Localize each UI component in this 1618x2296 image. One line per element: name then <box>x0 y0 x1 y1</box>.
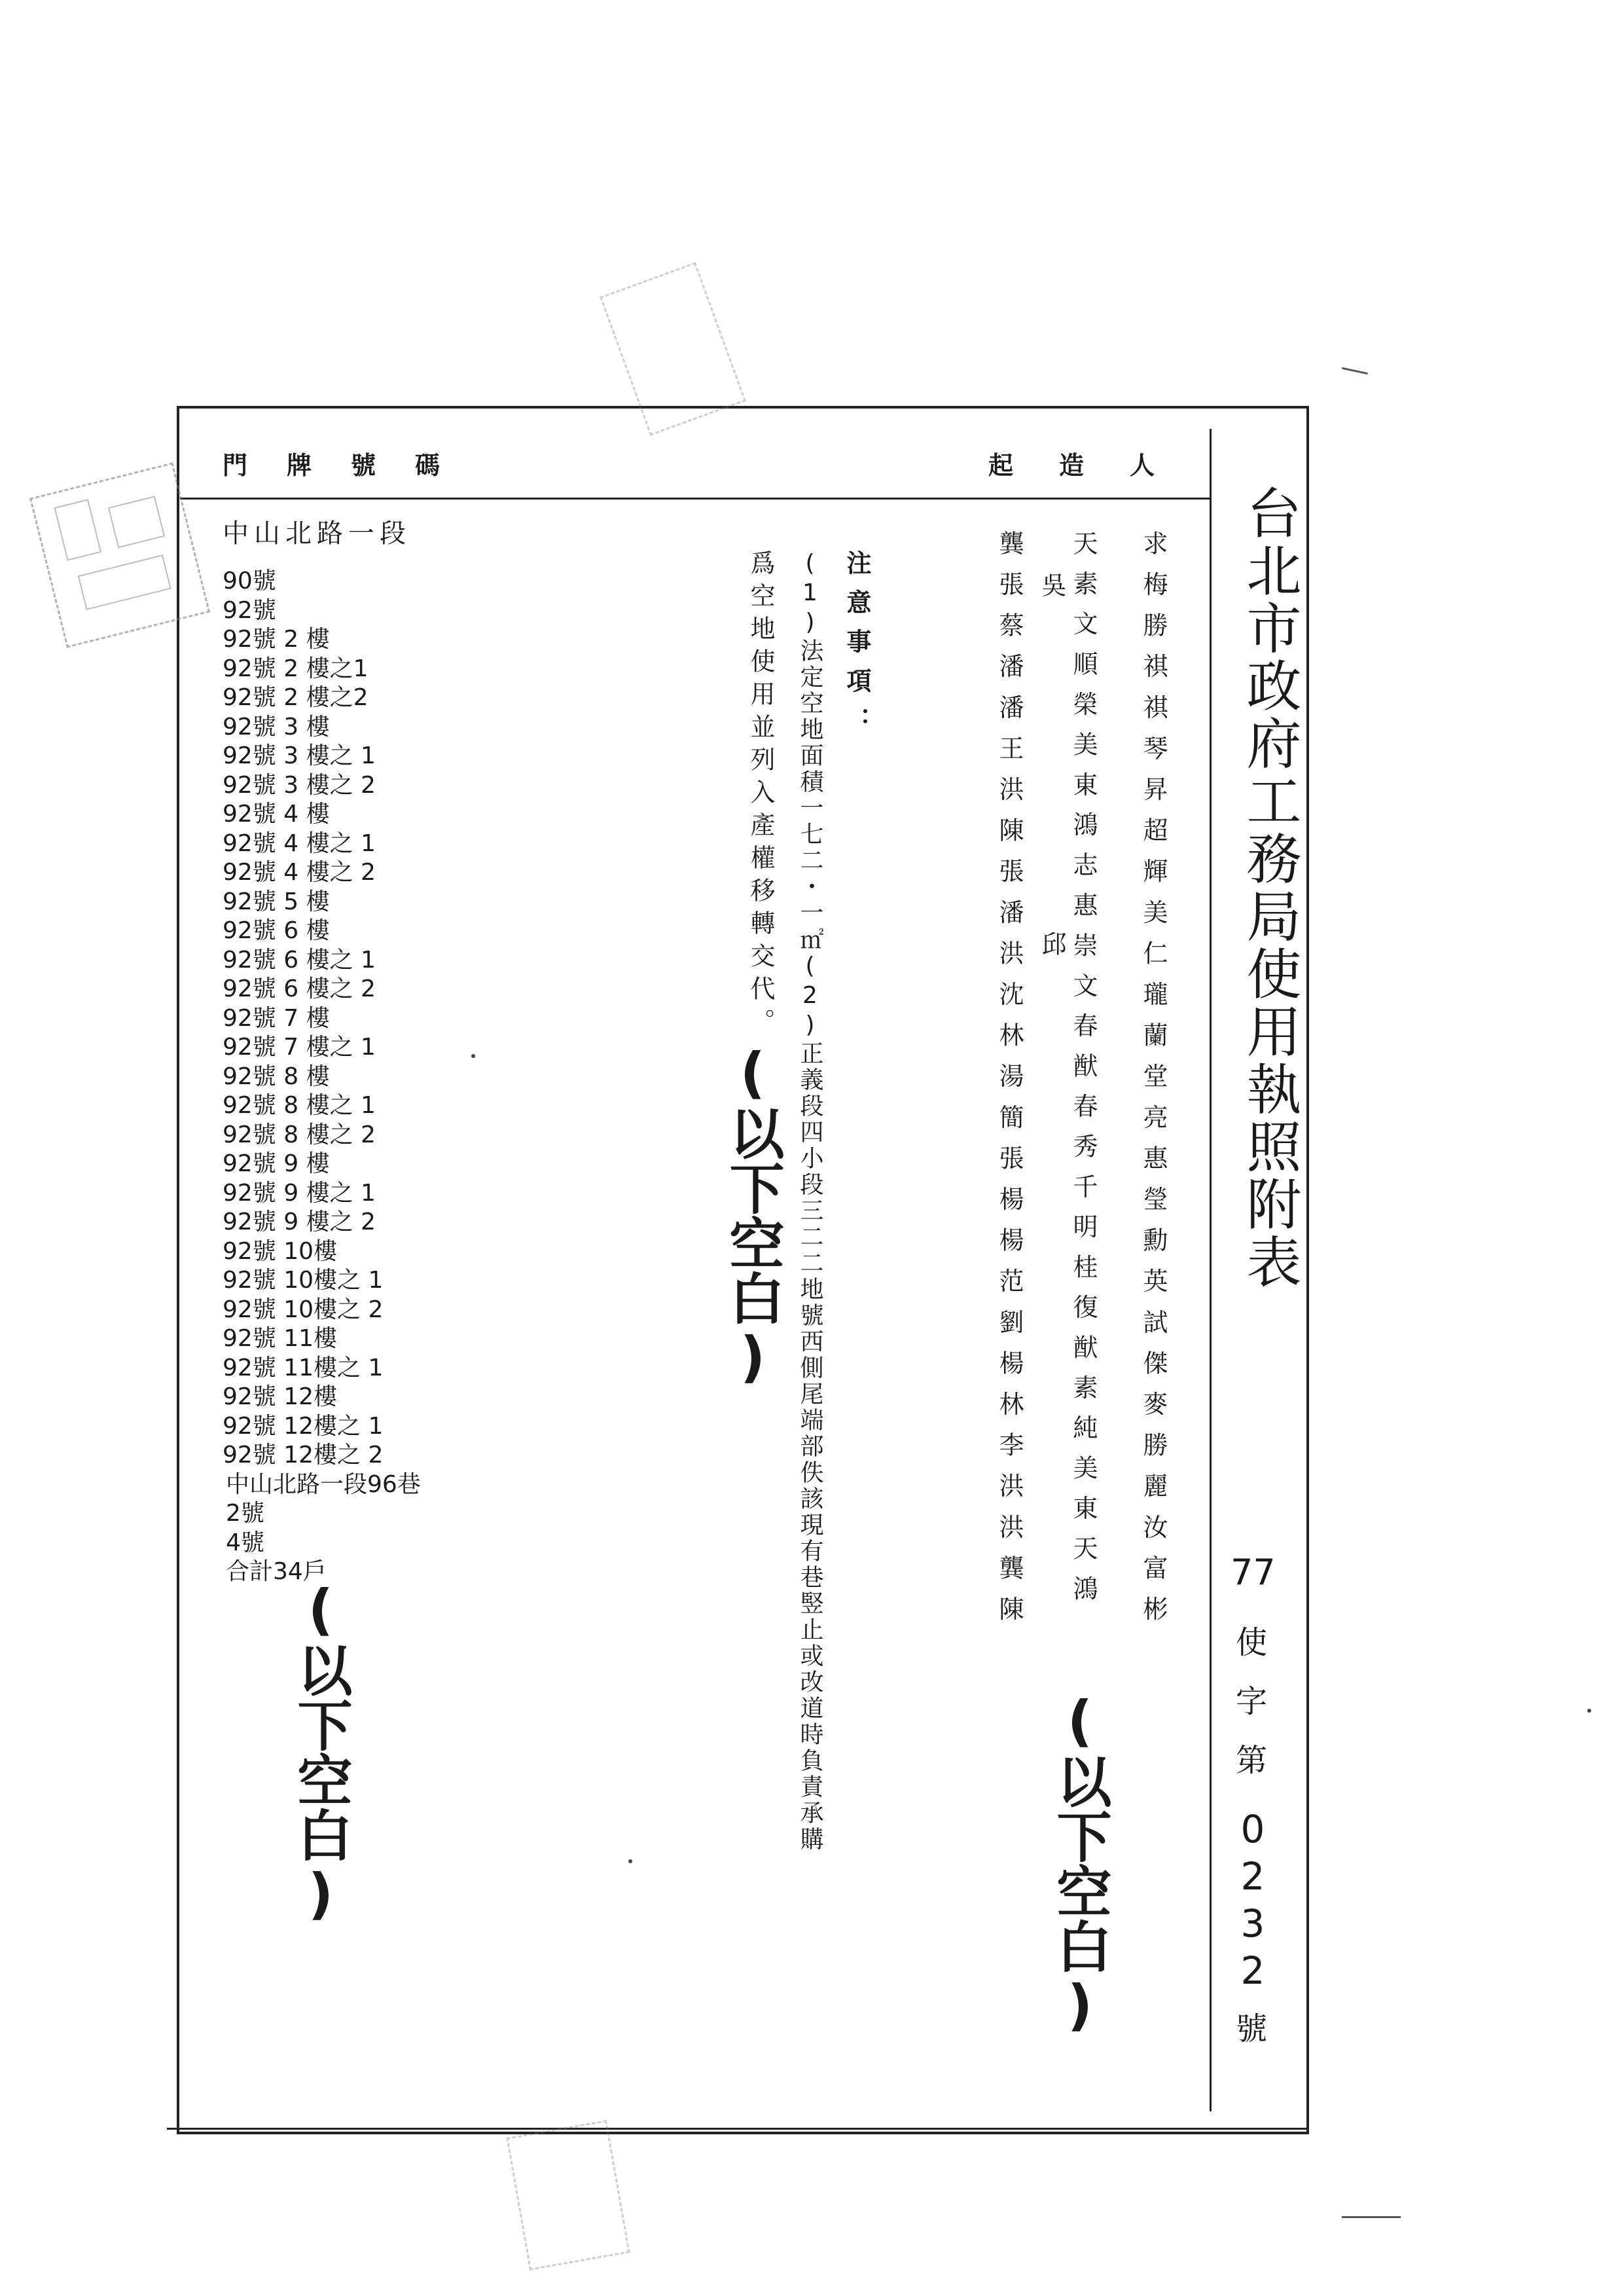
address-row: 92號 8 樓 <box>223 1063 330 1090</box>
permit-number: 0232 <box>1231 1807 1275 1995</box>
address-row: 合計34戶 <box>226 1558 327 1585</box>
address-row: 92號 6 樓之 1 <box>223 946 376 974</box>
permit-suffix: 號 <box>1236 2011 1268 2047</box>
permit-char-3: 第 <box>1236 1742 1268 1779</box>
address-heading: 中山北路一段 <box>223 519 411 549</box>
address-row: 4號 <box>226 1529 264 1556</box>
address-row: 92號 4 樓之 1 <box>223 829 376 857</box>
address-row: 92號 2 樓 <box>223 626 330 653</box>
builder-col-3: 龔張蔡潘潘王洪陳張潘洪沈林湯簡張楊楊范劉楊林李洪洪龔陳 <box>995 530 1024 1637</box>
address-row: 2號 <box>226 1500 264 1527</box>
address-row: 92號 12樓之 2 <box>223 1442 384 1468</box>
stamp-seal-bottom <box>506 2120 630 2270</box>
notes-text-2: 爲空地使用並列入產權移轉交代。 <box>746 550 775 1041</box>
speck <box>471 1054 475 1058</box>
blank-mark-notes: (以下空白) <box>721 1041 785 1389</box>
header-divider <box>180 498 1211 500</box>
builder-col-2: 天素文順榮美東鴻志惠崇文春猷春秀千明桂復猷素純美東天鴻 <box>1069 530 1098 1616</box>
address-row: 92號 6 樓之 2 <box>223 975 376 1002</box>
address-row: 92號 8 樓之 2 <box>223 1121 376 1148</box>
builder-col-1: 求梅勝祺祺琴昇超輝美仁瓏蘭堂亮惠瑩勳英試傑麥勝麗汝富彬 <box>1139 530 1168 1637</box>
bottom-line <box>167 2128 1309 2130</box>
scan-mark <box>1342 367 1368 374</box>
header-address: 門牌號碼 <box>223 451 480 480</box>
address-row: 92號 3 樓之 1 <box>223 742 376 769</box>
address-row: 92號 4 樓 <box>223 801 330 828</box>
address-row: 92號 2 樓之2 <box>223 684 369 711</box>
address-row: 92號 10樓之 2 <box>223 1296 384 1323</box>
blank-mark-builders: (以下空白) <box>1048 1689 1112 2037</box>
permit-char-1: 使 <box>1236 1624 1268 1661</box>
permit-char-2: 字 <box>1236 1683 1268 1720</box>
notes-title: 注意事項： <box>842 550 871 746</box>
speck <box>628 1859 632 1863</box>
address-row: 92號 10樓之 1 <box>223 1267 384 1294</box>
address-row: 90號 <box>223 568 276 594</box>
blank-mark-address: (以下空白) <box>289 1578 353 1926</box>
notes-text-1: (1)法定空地面積一七二・一㎡(2)正義段四小段三二二地號西側尾端部佚該現有巷竪止或改道時負責承購 <box>797 550 823 1853</box>
page-title: 台北市政府工務局使用執照附表 <box>1238 484 1302 1291</box>
address-row: 92號 12樓 <box>223 1383 338 1410</box>
address-row: 92號 2 樓之1 <box>223 655 369 682</box>
address-row: 92號 11樓之 1 <box>223 1354 384 1381</box>
address-row: 92號 4 樓之 2 <box>223 859 376 886</box>
address-row: 中山北路一段96巷 <box>226 1470 421 1498</box>
permit-prefix: 77 <box>1231 1552 1276 1593</box>
address-row: 92號 7 樓之 1 <box>223 1034 376 1061</box>
address-row: 92號 10樓 <box>223 1237 338 1265</box>
title-divider <box>1210 429 1212 2111</box>
address-row: 92號 9 樓之 2 <box>223 1209 376 1235</box>
address-row: 92號 11樓 <box>223 1325 338 1352</box>
address-row: 92號 3 樓 <box>223 713 330 740</box>
address-row: 92號 7 樓 <box>223 1004 330 1032</box>
address-row: 92號 9 樓 <box>223 1150 330 1177</box>
speck <box>1587 1709 1591 1713</box>
address-row: 92號 12樓之 1 <box>223 1412 384 1440</box>
address-row: 92號 <box>223 596 276 624</box>
address-row: 92號 6 樓 <box>223 917 330 944</box>
address-row: 92號 8 樓之 1 <box>223 1092 376 1119</box>
address-row: 92號 3 樓之 2 <box>223 771 376 799</box>
builder-col-2b: 吳 <box>1037 572 1066 597</box>
header-builder: 起造人 <box>988 451 1201 480</box>
builder-col-2c: 邱 <box>1037 931 1066 956</box>
address-row: 92號 9 樓之 1 <box>223 1179 376 1207</box>
scan-mark <box>1342 2216 1401 2218</box>
address-row: 92號 5 樓 <box>223 888 330 915</box>
